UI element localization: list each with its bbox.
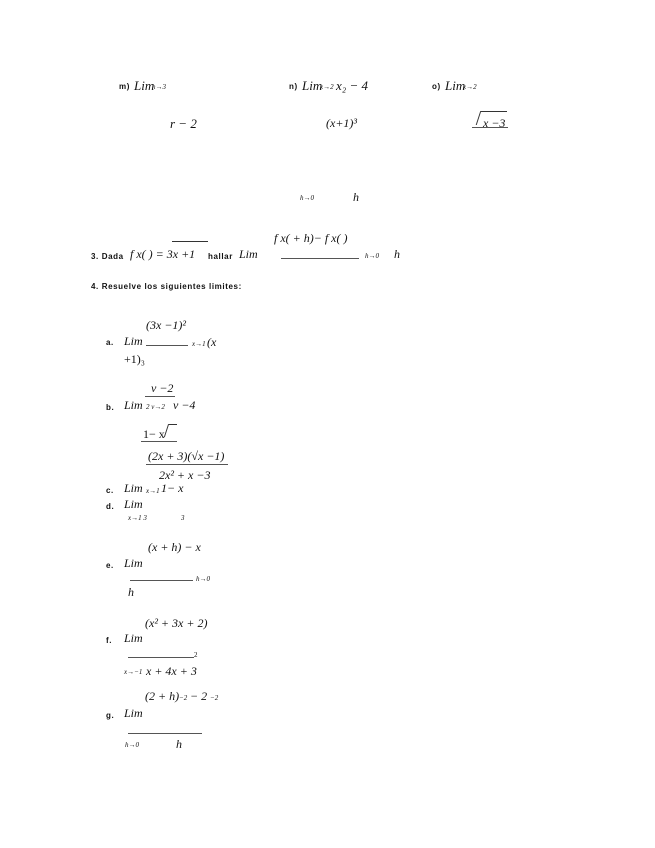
q4g-denominator: h <box>176 737 182 751</box>
q4d-fraction-rule <box>146 464 228 465</box>
q4b-numerator: v −2 <box>151 381 174 395</box>
q4g-label: g. <box>106 711 115 720</box>
q4e-lim: Lim <box>124 556 143 570</box>
q4f-fraction-rule <box>128 657 194 658</box>
q3-hallar: hallar <box>208 252 233 261</box>
q4d-denominator: 2x² + x −3 <box>159 468 211 482</box>
q4e-sub: h→0 <box>196 575 210 583</box>
item-o-denominator: x −3 <box>483 116 506 130</box>
item-o-radical-icon <box>476 111 482 125</box>
item-o-lim: Lim <box>445 78 466 93</box>
q4d-sub: x→1 3 <box>128 514 147 522</box>
item-n-lim: Lim <box>302 78 323 93</box>
item-o-radical-bar <box>481 111 507 112</box>
item-n-denominator: (x+1)³ <box>326 116 358 130</box>
q4c-sub: x→1 <box>146 487 160 495</box>
q4f-label: f. <box>106 636 113 645</box>
item-n-expr: x₂ − 4 <box>336 78 369 93</box>
q4c-fraction-rule <box>141 441 177 442</box>
item-n-label: n) <box>289 82 298 91</box>
q4d-sub-exp: 3 <box>181 514 185 522</box>
q4e-fraction-rule <box>130 580 193 581</box>
q4a-den1: (x <box>207 335 217 349</box>
q4g-numerator-tail-exp: −2 <box>210 694 219 702</box>
q4f-numerator: (x² + 3x + 2) <box>145 616 208 630</box>
q4c-lim: Lim <box>124 481 143 495</box>
q4f-lim: Lim <box>124 631 143 645</box>
q4b-fraction-rule <box>145 396 175 397</box>
q4e-label: e. <box>106 561 114 570</box>
q4d-label: d. <box>106 502 115 511</box>
q3-fragment-h: h <box>353 190 359 204</box>
q4g-numerator-base: (2 + h) <box>145 689 180 703</box>
q4g-sub: h→0 <box>125 741 139 749</box>
q3-radical-bar <box>172 241 208 242</box>
q4g-numerator-exp: −2 <box>179 694 188 702</box>
q4a-lim: Lim <box>124 334 143 348</box>
item-m-label: m) <box>119 82 130 91</box>
q3-h: h <box>394 247 400 261</box>
q4g-fraction-rule <box>128 733 202 734</box>
q4b-sub: 2 v→2 <box>146 403 165 411</box>
q4c-label: c. <box>106 486 114 495</box>
q4a-sub: x→1 <box>192 340 206 348</box>
item-n-sub: x→2 <box>320 83 334 91</box>
q4f-sub: x→−1 <box>124 668 143 676</box>
q4f-exp: 2 <box>194 651 198 659</box>
q4g-lim: Lim <box>124 706 143 720</box>
q3-label: 3. Dada <box>91 252 124 261</box>
q4c-radical-expr: 1− x <box>143 427 165 441</box>
item-m-lim: Lim <box>134 78 155 93</box>
item-m-denominator: r − 2 <box>170 116 197 131</box>
q4d-lim: Lim <box>124 497 143 511</box>
q4a-fraction-rule <box>146 345 188 346</box>
q4g-numerator-tail: − 2 <box>190 689 208 703</box>
q4a-label: a. <box>106 338 114 347</box>
item-o-label: o) <box>432 82 441 91</box>
q3-function: f x( ) = 3x +1 <box>130 247 196 261</box>
q4b-label: b. <box>106 403 115 412</box>
q4c-expr: 1− x <box>161 481 184 495</box>
q4f-denominator: x + 4x + 3 <box>146 664 197 678</box>
q3-numerator: f x( + h)− f x( ) <box>274 231 348 245</box>
q4e-numerator: (x + h) − x <box>148 540 201 554</box>
item-o-sub: x→2 <box>463 83 477 91</box>
q4b-denominator: v −4 <box>173 398 196 412</box>
q3-fraction-rule <box>281 258 359 259</box>
q3-fragment-sub: h→0 <box>300 194 314 202</box>
q4-title: 4. Resuelve los siguientes limites: <box>91 282 242 291</box>
q4a-den2: +1)₃ <box>124 352 145 366</box>
q3-lim: Lim <box>239 247 258 261</box>
q4a-numerator: (3x −1)² <box>146 318 187 332</box>
q4c-radical-bar <box>169 424 177 425</box>
q4d-numerator: (2x + 3)(√x −1) <box>148 449 225 463</box>
item-m-sub: h→3 <box>152 83 166 91</box>
q4e-denominator: h <box>128 585 134 599</box>
q4b-lim: Lim <box>124 398 143 412</box>
q3-sub: h→0 <box>365 252 379 260</box>
